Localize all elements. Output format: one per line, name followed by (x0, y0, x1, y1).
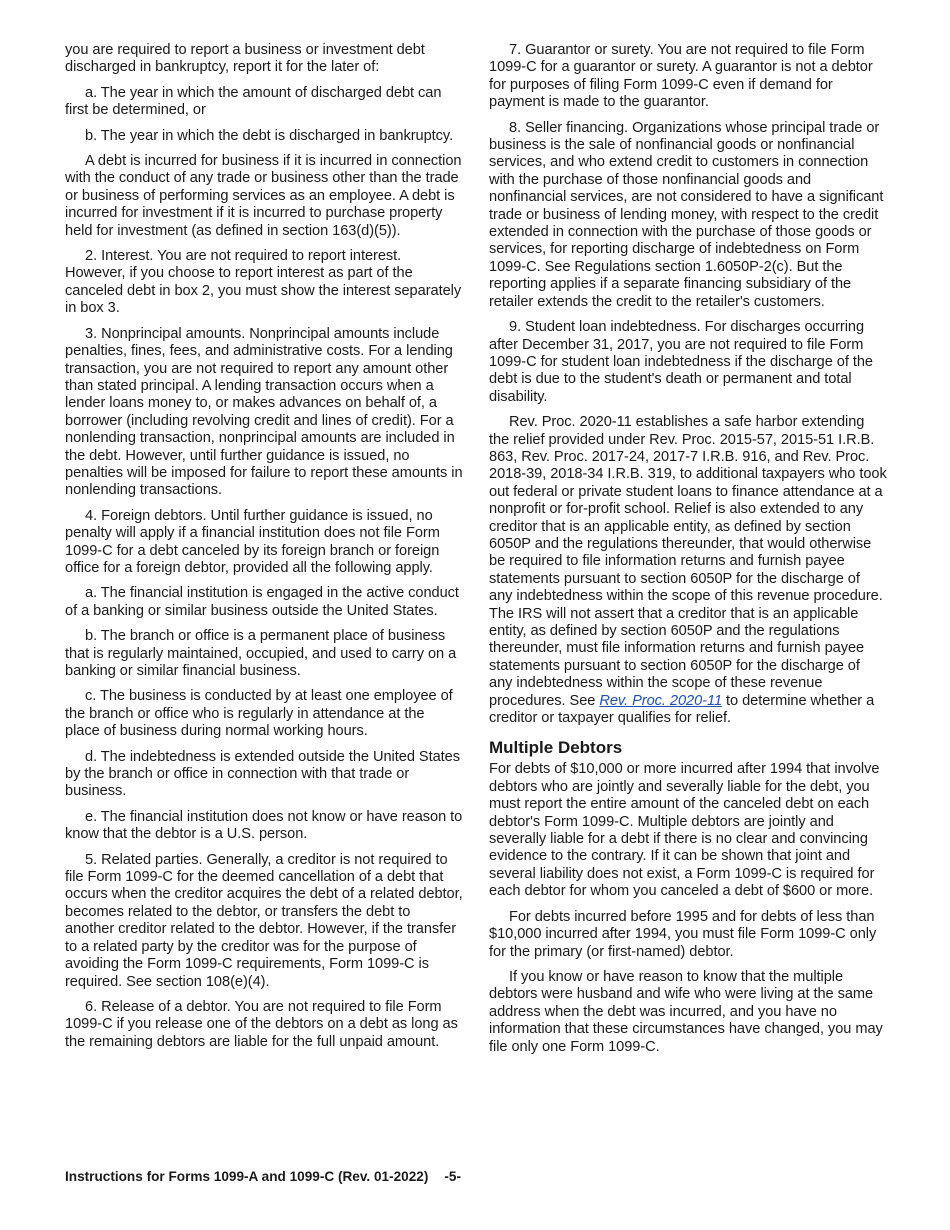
paragraph-intro: you are required to report a business or investment debt discharged in bankruptcy, report it for the later of: (65, 42, 425, 76)
paragraph-item-b-year: b. The year in which the debt is discharged in bankruptcy. (85, 127, 454, 144)
rev-proc-text-end: to determine whether a creditor or taxpayer qualifies for relief. (489, 692, 875, 727)
footer-title: Instructions for Forms 1099-A and 1099-C (Rev. 01-2022) (65, 1169, 429, 1184)
paragraph-item-a-year: a. The year in which the amount of discharged debt can first be determined, or (65, 84, 442, 119)
paragraph-debt-incurred: A debt is incurred for business if it is incurred in connection with the conduct of any trade or business other than the trade or business of performing services as an employee. A debt is incurred for investment if it is incurred to purchase property held for investment (as defined in section 163(d)(5)). (65, 153, 462, 239)
paragraph-multiple-debtors-1: For debts of $10,000 or more incurred after 1994 that involve debtors who are jointly and severally liable for the debt, you must report the entire amount of the canceled debt on each debtor's Form 1099-C. Multiple debtors are jointly and severally liable for a debt if there is no clear and convincing evidence to the contrary. If it can be shown that joint and several liability does not exist, a Form 1099-C is required for each debtor for whom you canceled a debt of $600 or more. (489, 761, 880, 900)
page-number: -5- (444, 1169, 461, 1184)
paragraph-student-loan: 9. Student loan indebtedness. For discharges occurring after December 31, 2017, you are not required to file Form 1099-C for student loan indebtedness if the discharge of the debt is due to the student's death or permanent and total disability. (489, 319, 873, 405)
paragraph-foreign-d: d. The indebtedness is extended outside the United States by the branch or office in connection with that trade or business. (65, 748, 460, 800)
paragraph-multiple-debtors-3: If you know or have reason to know that the multiple debtors were husband and wife who were living at the same address when the debt was incurred, and you have no information that these circumstances have changed, you may file only one Form 1099-C. (489, 968, 883, 1055)
paragraph-foreign-e: e. The financial institution does not know or have reason to know that the debtor is a U.S. person. (65, 808, 463, 843)
heading-multiple-debtors: Multiple Debtors (489, 738, 623, 758)
paragraph-release-of-debtor: 6. Release of a debtor. You are not required to file Form 1099-C if you release one of the debtors on a debt as long as the remaining debtors are liable for the full unpaid amount. (65, 998, 458, 1050)
paragraph-guarantor: 7. Guarantor or surety. You are not required to file Form 1099-C for a guarantor or surety. A guarantor is not a debtor for purposes of filing Form 1099-C even if demand for payment is made to the guarantor. (489, 42, 873, 111)
paragraph-interest: 2. Interest. You are not required to report interest. However, if you choose to report interest as part of the canceled debt in box 2, you must show the interest separately in box 3. (65, 248, 462, 317)
paragraph-foreign-a: a. The financial institution is engaged in the active conduct of a banking or similar business outside the United States. (65, 585, 459, 619)
paragraph-foreign-b: b. The branch or office is a permanent place of business that is regularly maintained, occupied, and used to carry on a banking or similar financial business. (65, 628, 457, 679)
paragraph-related-parties: 5. Related parties. Generally, a creditor is not required to file Form 1099-C for the deemed cancellation of a debt that occurs when the creditor acquires the debt of a related debtor, becomes related to the debtor, or transfers the debt to another creditor related to the debtor. However, if the transfer to a related party by the creditor was for the purpose of avoiding the Form 1099-C requirements, Form 1099-C is required. See section 108(e)(4). (65, 851, 463, 990)
paragraph-foreign-c: c. The business is conducted by at least one employee of the branch or office who is regularly in attendance at the place of business during normal working hours. (65, 688, 453, 740)
paragraph-nonprincipal-amounts: 3. Nonprincipal amounts. Nonprincipal amounts include penalties, fines, fees, and administrative costs. For a lending transaction, you are not required to report any amount other than stated principal. A lending transaction occurs when a lender loans money to, or makes advances on behalf of, a borrower (including revolving credit and lines of credit). For a nonlending transaction, nonprincipal amounts are included in the debt. However, until further guidance is issued, no penalties will be imposed for failure to report these amounts in nonlending transactions. (65, 325, 463, 499)
left-column (65, 42, 463, 1059)
rev-proc-text: Rev. Proc. 2020-11 establishes a safe harbor extending the relief provided under Rev. Proc. 2015-57, 2015-51 I.R.B. 863, Rev. Proc. 2017-24, 2017-7 I.R.B. 916, and Rev. Proc. 2018-39, 2018-34 I.R.B. 319, to additional taxpayers who took out federal or private student loans to finance attendance at a nonprofit or for-profit school. Relief is also extended to any creditor that is an applicable entity, as defined by section 6050P and the regulations thereunder, that would otherwise be required to file information returns and furnish payee statements pursuant to section 6050P for the discharge of any indebtedness within the scope of this revenue procedure. The IRS will not assert that a creditor that is an applicable entity, as defined by section 6050P and the regulations thereunder, must file information returns and furnish payee statements pursuant to section 6050P for the discharge of any indebtedness within the scope of these revenue procedures. See (489, 414, 887, 709)
paragraph-multiple-debtors-2: For debts incurred before 1995 and for debts of less than $10,000 incurred after 1994, you must file Form 1099-C only for the primary (or first-named) debtor. (489, 908, 877, 960)
paragraph-seller-financing: 8. Seller financing. Organizations whose principal trade or business is the sale of nonfinancial goods or nonfinancial services, and who extend credit to customers in connection with the purchase of those nonfinancial goods and nonfinancial services, are not considered to have a significant trade or business of lending money, with respect to the credit extended in connection with the purchase of those goods or services, for reporting discharge of indebtedness on Form 1099-C. See Regulations section 1.6050P-2(c). But the reporting applies if a separate financing subsidiary of the retailer extends the credit to the retailer's customers. (489, 119, 884, 310)
paragraph-rev-proc (489, 414, 887, 727)
paragraph-foreign-debtors: 4. Foreign debtors. Until further guidance is issued, no penalty will apply if a financial institution does not file Form 1099-C for a debt canceled by its foreign branch or foreign office for a foreign debtor, provided all the following apply. (65, 507, 440, 576)
page-footer (65, 1169, 461, 1184)
right-column (489, 42, 887, 1064)
rev-proc-link[interactable]: Rev. Proc. 2020-11 (599, 692, 723, 709)
